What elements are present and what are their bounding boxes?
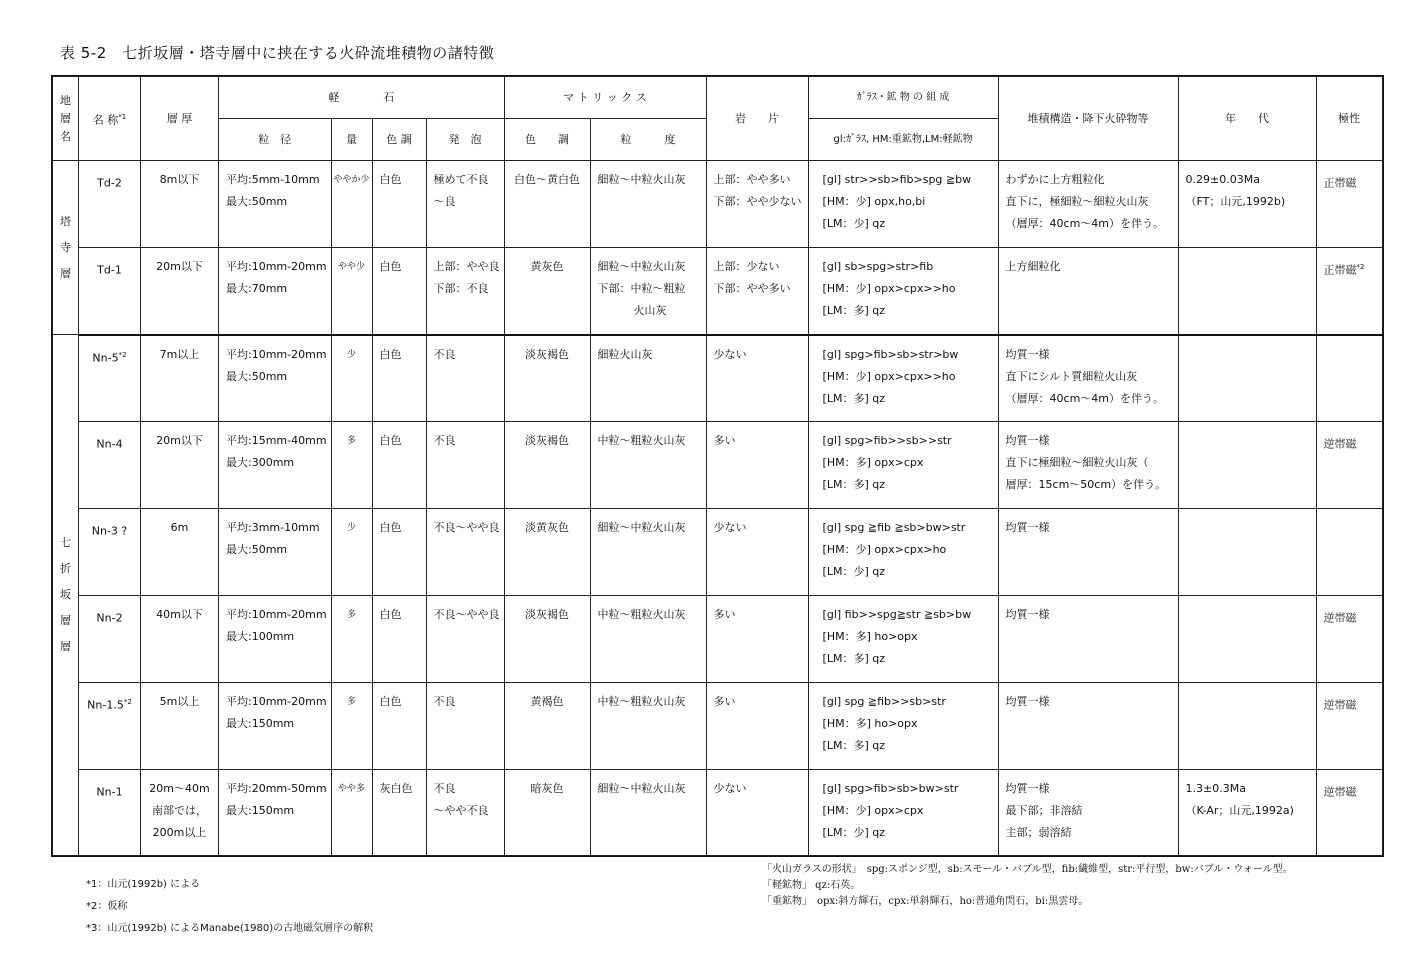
cell-line: 40m以下 [156,608,203,621]
formation-char: 層 [60,640,71,653]
age-cell [1178,509,1316,596]
cell-line: 平均:10mm-20mm [226,608,327,621]
cell-text: 淡灰褐色 [525,434,570,447]
cell-text: 多 [347,610,357,620]
cell-line: 細粒～中粒火山灰 [597,173,686,186]
pumice-amount-cell [331,422,372,509]
cell-text: 黄灰色 [530,260,564,273]
cell-line: 均質一様 [1005,695,1050,708]
cell-line: （FT；山元,1992b) [1185,195,1286,208]
table-row [53,248,1383,335]
cell-line: [gl] spg>fib>sb>bw>str [822,782,959,795]
cell-text: 多 [347,436,357,446]
pumice-foam-cell [426,335,504,422]
matrix-grain-cell [590,509,706,596]
pumice-color-cell [372,683,426,770]
pumice-foam-cell [426,683,504,770]
cell-line: 20m以下 [156,434,203,447]
polarity-cell [1316,509,1382,596]
cell-line: 平均:3mm-10mm [226,521,320,534]
footnote-mark: *2 [123,698,132,706]
cell-line: 均質一様 [1005,608,1050,621]
polarity-cell [1316,422,1382,509]
cell-line: 均質一様 [1005,347,1050,361]
glass-mineral-cell [808,509,998,596]
cell-line: わずかに上方粗粒化 [1005,173,1105,186]
formation-char: 七 [60,536,71,549]
thickness-cell [141,335,219,422]
matrix-color-cell [504,770,590,856]
cell-line: 直下にシルト質細粒火山灰 [1005,369,1138,383]
cell-line: [gl] spg ≧fib ≧sb>bw>str [822,521,966,534]
age-cell [1178,770,1316,856]
polarity: 逆帯磁 [1323,437,1357,451]
cell-line: 平均:10mm-20mm [226,260,327,273]
glass-mineral-cell [808,770,998,856]
cell-line: 最大:100mm [226,630,295,643]
header-glass-sub: gl:ｶﾞﾗｽ, HM:重鉱物,LM:軽鉱物 [808,119,998,161]
polarity-cell [1316,248,1382,335]
cell-line: 均質一様 [1005,434,1050,447]
table-row [53,596,1383,683]
age-cell [1178,335,1316,422]
cell-line: 層厚：15cm～50cm）を伴う。 [1005,478,1167,491]
footnote-mark: *2 [1356,263,1365,271]
cell-line: 少ない [713,782,747,795]
thickness-cell [141,248,219,335]
cell-line: 南部では， [152,804,207,817]
matrix-grain-cell [590,596,706,683]
cell-line: 不良 [433,782,456,795]
glass-mineral-cell [808,596,998,683]
cell-line: [HM：多] opx>cpx [822,456,924,469]
glass-mineral-cell [808,335,998,422]
deposit-name: Nn-5 [92,351,119,365]
structure-cell [998,596,1178,683]
cell-line: [LM：少] qz [822,565,886,578]
age-cell [1178,422,1316,509]
cell-text: 黄褐色 [530,695,564,708]
glass-mineral-cell [808,248,998,335]
lithic-cell [706,335,808,422]
lithic-cell [706,683,808,770]
cell-line: 直下に，極細粒～細粒火山灰 [1005,195,1149,208]
cell-line: 均質一様 [1005,782,1050,795]
cell-line: 平均:20mm-50mm [226,782,327,795]
lithic-cell [706,509,808,596]
cell-line: [gl] str>>sb>fib>spg ≧bw [822,173,972,186]
pumice-size-cell [219,596,332,683]
age-cell [1178,248,1316,335]
cell-text: 白色 [379,347,402,361]
deposit-name-cell [79,683,141,770]
cell-line: 最大:150mm [226,717,295,730]
cell-line: 名 [60,129,71,143]
pumice-amount-cell [331,683,372,770]
cell-line: 中粒～粗粒火山灰 [597,608,686,621]
structure-cell [998,509,1178,596]
cell-line: ～良 [433,195,456,208]
cell-line: 極めて不良 [433,173,489,186]
cell-line: [gl] fib>>spg≧str ≧sb>bw [822,608,972,621]
header-pumice-amount: 量 [331,119,372,161]
cell-text: 白色 [379,260,402,273]
structure-cell [998,161,1178,248]
deposit-name-cell [79,596,141,683]
cell-text: 白色 [379,434,402,447]
cell-line: 直下に極細粒～細粒火山灰（ [1005,456,1149,469]
matrix-grain-cell [590,770,706,856]
cell-line: 6m [170,521,189,534]
cell-text: 灰白色 [379,782,413,795]
cell-line: [LM：多] qz [822,391,886,405]
cell-text: 白色 [379,173,402,186]
matrix-grain-cell [590,248,706,335]
pumice-color-cell [372,161,426,248]
cell-line: 不良～やや良 [433,608,500,621]
cell-line: [HM：多] ho>opx [822,717,918,730]
lithic-cell [706,248,808,335]
deposit-name-cell [79,161,141,248]
cell-line: [HM：少] opx>cpx [822,804,924,817]
cell-line: 火山灰 [633,304,667,317]
cell-line: 細粒～中粒火山灰 [597,782,686,795]
formation-char: 坂 [60,588,71,601]
cell-line: 少ない [713,521,747,534]
footnote-mark: *1 [118,112,127,121]
matrix-grain-cell [590,335,706,422]
properties-table [52,76,1383,856]
cell-text: 白色～黄白色 [514,173,581,186]
thickness-cell [141,422,219,509]
pumice-amount-cell [331,509,372,596]
deposit-name-cell [79,422,141,509]
cell-line: 細粒～中粒火山灰 [597,521,686,534]
formation-char: 塔 [60,214,71,228]
legend-line: 「軽鉱物」 qz:石英。 [762,880,861,891]
matrix-grain-cell [590,683,706,770]
age-cell [1178,596,1316,683]
header-pumice-size: 粒 径 [219,119,332,161]
header-name [79,77,141,161]
pumice-color-cell [372,770,426,856]
pumice-size-cell [219,422,332,509]
cell-text: 多 [347,697,357,707]
cell-line: 20m以下 [156,260,203,273]
cell-line: 0.29±0.03Ma [1185,173,1260,186]
table-row [53,770,1383,856]
cell-text: 白色 [379,521,402,534]
header-matrix: マ ト リ ッ ク ス [504,77,706,119]
cell-line: 均質一様 [1005,521,1050,534]
table-row [53,161,1383,248]
cell-line: 1.3±0.3Ma [1185,782,1246,795]
cell-line: 下部：やや多い [713,282,791,295]
header-age: 年 代 [1178,77,1316,161]
formation-char: 層 [60,614,71,627]
glass-mineral-cell [808,161,998,248]
cell-line: [gl] spg>fib>>sb>>str [822,434,952,447]
cell-line: 下部：不良 [433,282,489,295]
cell-line: 最大:150mm [226,804,295,817]
cell-line: [gl] spg>fib>sb>str>bw [822,347,959,361]
thickness-cell [141,683,219,770]
pumice-size-cell [219,248,332,335]
cell-line: （層厚：40cm～4m）を伴う。 [1005,217,1165,230]
pumice-amount-cell [331,596,372,683]
cell-line: [gl] sb>spg>str>fib [822,260,934,273]
cell-line: 平均:5mm-10mm [226,173,320,186]
thickness-cell [141,509,219,596]
cell-line: 多い [713,608,736,621]
matrix-color-cell [504,161,590,248]
pumice-amount-cell [331,335,372,422]
pumice-foam-cell [426,161,504,248]
cell-line: 不良～やや良 [433,521,500,534]
footnote: *1：山元(1992b) による [86,879,201,890]
pumice-color-cell [372,335,426,422]
pumice-foam-cell [426,509,504,596]
cell-text: 白色 [379,608,402,621]
cell-line: 平均:10mm-20mm [226,695,327,708]
pumice-color-cell [372,422,426,509]
polarity-cell [1316,335,1382,422]
cell-line: [LM：多] qz [822,739,886,752]
pumice-amount-cell [331,770,372,856]
cell-line: 主部；弱溶結 [1005,826,1072,839]
cell-text: 少 [347,523,357,533]
header-glass: ｶﾞﾗｽ・鉱 物 の 組 成 [808,77,998,119]
cell-line: 上部：やや多い [713,173,791,186]
header-pumice-color: 色 調 [372,119,426,161]
cell-line: 平均:15mm-40mm [226,434,327,447]
cell-line: 不良 [433,695,456,708]
structure-cell [998,770,1178,856]
cell-line: 多い [713,695,736,708]
glass-mineral-cell [808,422,998,509]
pumice-size-cell [219,509,332,596]
cell-line: [LM：多] qz [822,304,886,317]
formation-char: 折 [60,562,71,575]
structure-cell [998,335,1178,422]
header-name-label: 名 称 [92,113,119,127]
formation-name-cell [53,161,79,335]
pumice-color-cell [372,596,426,683]
formation-char: 層 [60,266,71,280]
deposit-name: Nn-2 [96,611,123,625]
lithic-cell [706,161,808,248]
cell-line: 最大:50mm [226,543,288,556]
cell-line: 不良 [433,347,456,361]
footnote: *3：山元(1992b) によるManabe(1980)の古地磁気層序の解釈 [86,923,374,934]
cell-line: [HM：少] opx>cpx>ho [822,543,947,556]
header-lithic: 岩 片 [706,77,808,161]
header-polarity: 極性 [1316,77,1382,161]
thickness-cell [141,770,219,856]
matrix-color-cell [504,335,590,422]
polarity-cell [1316,770,1382,856]
pumice-foam-cell [426,422,504,509]
abbreviation-legend [762,862,1293,910]
cell-line: 平均:10mm-20mm [226,347,327,361]
cell-line: （K-Ar；山元,1992a) [1185,804,1294,817]
header-matrix-color: 色 調 [504,119,590,161]
structure-cell [998,248,1178,335]
pumice-color-cell [372,248,426,335]
cell-line: [LM：少] qz [822,217,886,230]
legend-line: 「重鉱物」 opx:斜方輝石，cpx:単斜輝石，ho:普通角閃石，bi:黒雲母。 [762,896,1089,907]
age-cell [1178,683,1316,770]
lithic-cell [706,596,808,683]
cell-text: 淡灰褐色 [525,608,570,621]
deposit-name: Td-1 [97,263,122,277]
table-row [53,335,1383,422]
lithic-cell [706,770,808,856]
pumice-size-cell [219,335,332,422]
matrix-color-cell [504,248,590,335]
polarity-cell [1316,683,1382,770]
cell-line: 下部：やや少ない [713,195,802,208]
cell-line: 中粒～粗粒火山灰 [597,434,686,447]
pumice-size-cell [219,161,332,248]
cell-line: [LM：多] qz [822,652,886,665]
cell-text: やや少 [338,262,366,272]
thickness-cell [141,161,219,248]
deposit-name-cell [79,248,141,335]
cell-line: 8m以下 [159,173,200,186]
header-pumice-foam: 発 泡 [426,119,504,161]
deposit-name-cell [79,509,141,596]
cell-line: 7m以上 [159,347,200,361]
header-structure: 堆積構造・降下火砕物等 [998,77,1178,161]
pumice-amount-cell [331,248,372,335]
matrix-color-cell [504,683,590,770]
matrix-color-cell [504,596,590,683]
cell-line: 上方細粒化 [1005,260,1061,273]
cell-line: 最大:50mm [226,369,288,383]
cell-text: 少 [347,349,357,360]
cell-line: [HM：少] opx,ho,bi [822,195,926,208]
cell-text: 淡黄灰色 [525,521,570,534]
deposit-name-cell [79,770,141,856]
deposit-name: Nn-3 ? [91,524,128,538]
legend-line: 「火山ガラスの形状」 spg:スポンジ型，sb:スモール・バブル型，fib:繊維型，str:平行型，bw:バブル・ウォール型。 [762,864,1293,875]
footnote: *2：仮称 [86,901,128,912]
cell-line: [HM：多] ho>opx [822,630,918,643]
cell-text: 暗灰色 [530,782,564,795]
pumice-foam-cell [426,248,504,335]
cell-line: ～やや不良 [433,804,489,817]
pumice-amount-cell [331,161,372,248]
polarity: 逆帯磁 [1323,611,1357,625]
cell-line: [gl] spg ≧fib>>sb>str [822,695,946,708]
cell-line: 最大:300mm [226,456,295,469]
deposit-name: Nn-4 [96,437,123,451]
cell-line: 細粒火山灰 [597,347,653,361]
structure-cell [998,683,1178,770]
cell-line: 20m～40m [149,782,210,795]
polarity: 逆帯磁 [1323,698,1357,712]
cell-line: 層 [60,111,71,125]
pumice-size-cell [219,683,332,770]
cell-line: 下部：中粒～粗粒 [597,282,686,295]
cell-line: 不良 [433,434,456,447]
table-row [53,509,1383,596]
footnote-mark: *2 [118,350,127,359]
glass-mineral-cell [808,683,998,770]
table-title: 表 5-2 七折坂層・塔寺層中に挟在する火砕流堆積物の諸特徴 [60,44,495,62]
cell-line: 最下部；非溶結 [1005,804,1083,817]
cell-line: [HM：少] opx>cpx>>ho [822,369,956,383]
deposit-name: Td-2 [97,176,122,190]
footnotes [86,874,373,940]
polarity: 逆帯磁 [1323,785,1357,799]
cell-text: 白色 [379,695,402,708]
deposit-name-cell [79,335,141,422]
header-matrix-grain: 粒 度 [590,119,706,161]
header-thickness: 層 厚 [141,77,219,161]
pumice-foam-cell [426,596,504,683]
table-row [53,422,1383,509]
deposit-name: Nn-1 [96,785,123,799]
pumice-color-cell [372,509,426,596]
age-cell [1178,161,1316,248]
cell-line: [LM：多] qz [822,478,886,491]
lithic-cell [706,422,808,509]
cell-line: [HM：少] opx>cpx>>ho [822,282,956,295]
cell-line: 多い [713,434,736,447]
deposit-name: Nn-1.5 [87,698,124,712]
cell-line: 上部：少ない [713,260,780,273]
header-pumice: 軽 石 [219,77,505,119]
cell-line: 200m以上 [152,826,207,839]
matrix-color-cell [504,509,590,596]
thickness-cell [141,596,219,683]
matrix-color-cell [504,422,590,509]
table-row [53,683,1383,770]
polarity-cell [1316,596,1382,683]
formation-char: 寺 [60,240,71,254]
matrix-grain-cell [590,422,706,509]
formation-name-cell [53,335,79,856]
cell-text: ややか少 [333,175,370,185]
structure-cell [998,422,1178,509]
polarity: 正帯磁 [1323,176,1357,190]
cell-line: 最大:50mm [226,195,288,208]
pumice-foam-cell [426,770,504,856]
polarity-cell [1316,161,1382,248]
cell-line: 少ない [713,347,747,361]
polarity: 正帯磁 [1323,263,1357,277]
pumice-size-cell [219,770,332,856]
matrix-grain-cell [590,161,706,248]
cell-line: 中粒～粗粒火山灰 [597,695,686,708]
cell-line: 上部：やや良 [433,260,500,273]
cell-text: やや多 [338,784,366,794]
cell-line: 地 [60,93,71,107]
cell-text: 淡灰褐色 [525,347,570,361]
cell-line: 最大:70mm [226,282,288,295]
cell-line: 細粒～中粒火山灰 [597,260,686,273]
cell-line: 5m以上 [159,695,200,708]
cell-line: （層厚：40cm～4m）を伴う。 [1005,391,1165,405]
cell-line: [LM：少] qz [822,826,886,839]
header-formation [53,77,79,161]
